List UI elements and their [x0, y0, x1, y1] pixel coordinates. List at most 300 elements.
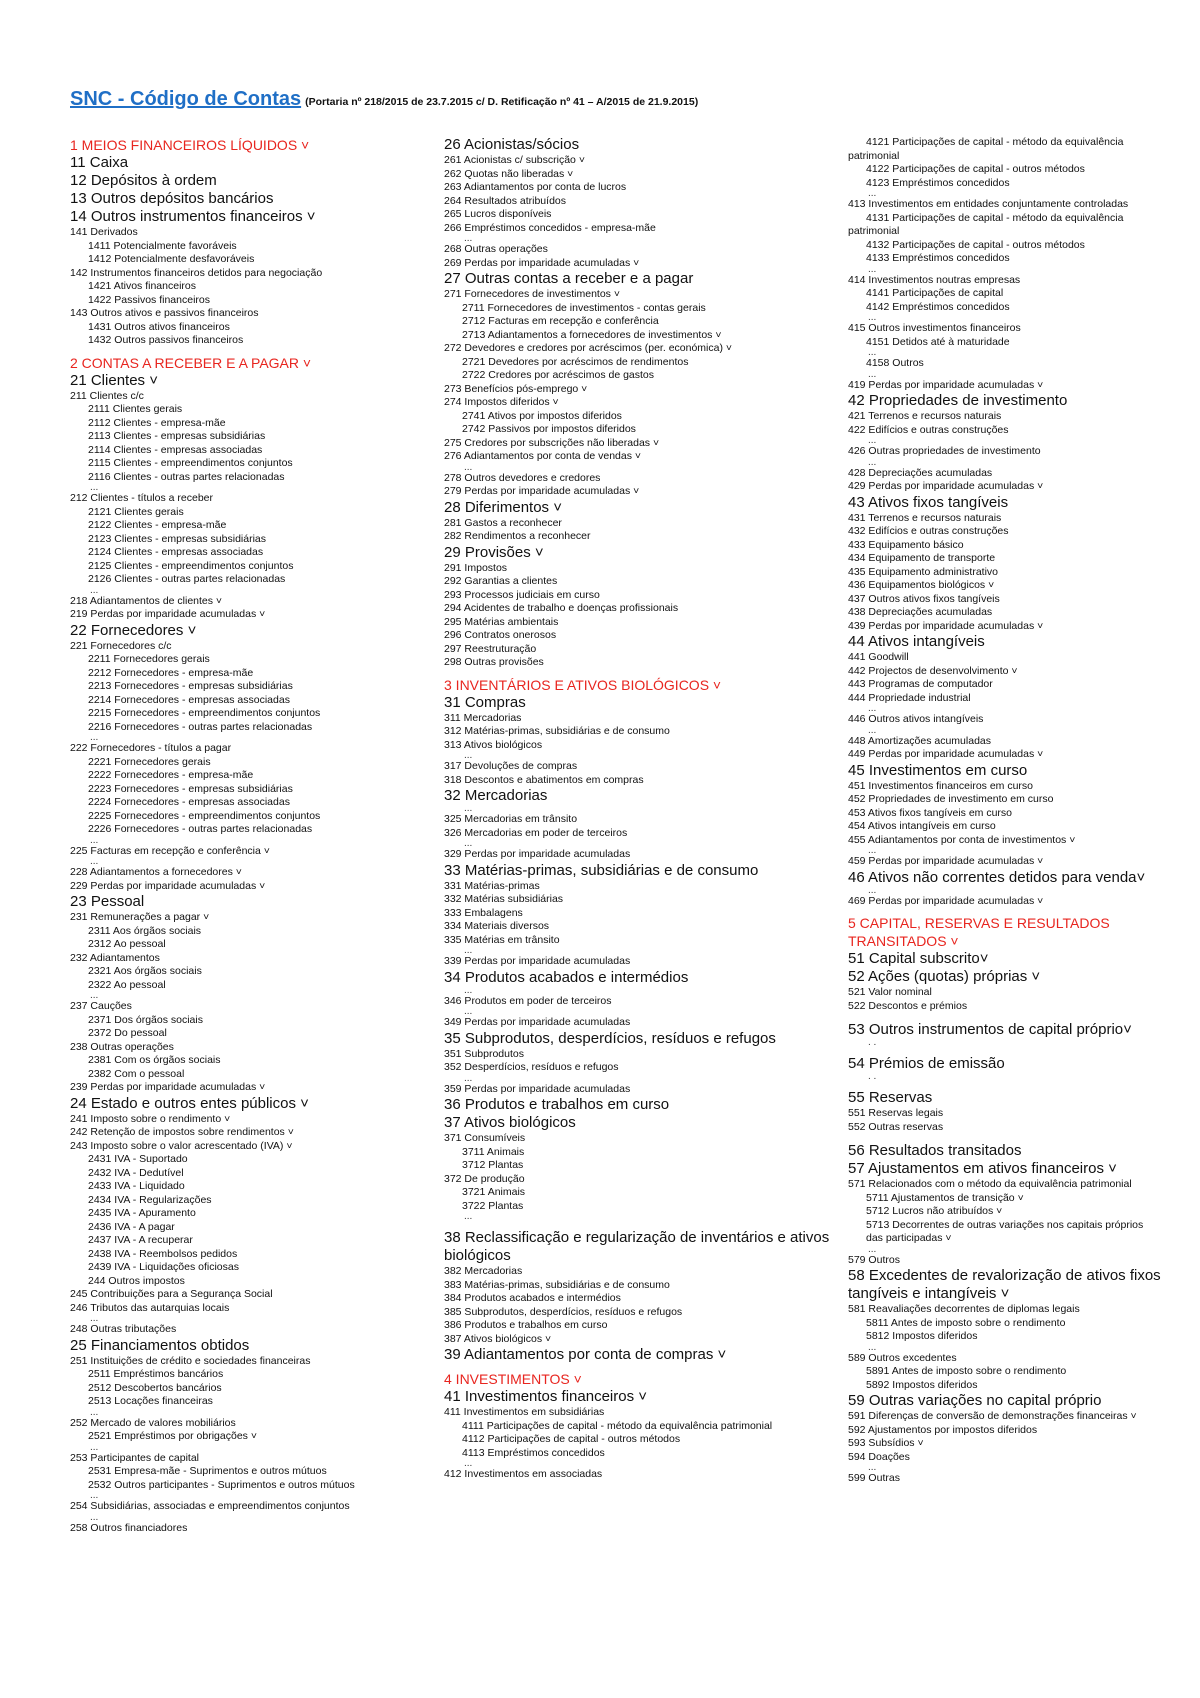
subaccount-line: 1432 Outros passivos financeiros	[88, 334, 244, 346]
account-line: 384 Produtos acabados e intermédios	[444, 1292, 621, 1304]
account-line: 438 Depreciações acumuladas	[848, 606, 993, 618]
account-line: 326 Mercadorias em poder de terceiros	[444, 826, 628, 839]
account-line: 254 Subsidiárias, associadas e empreendimentos conjuntos	[70, 1500, 350, 1512]
account-line: 446 Outros ativos intangíveis	[848, 713, 984, 725]
account-line: 237 Cauções	[70, 1000, 132, 1012]
subaccount-line: 5711 Ajustamentos de transição ˅	[866, 1191, 1024, 1204]
account-line: 225 Facturas em recepção e conferência ˅	[70, 844, 270, 857]
subaccount-line: 2126 Clientes - outras partes relacionadas	[88, 573, 286, 585]
account-group: 37 Ativos biológicos	[444, 1114, 576, 1131]
account-group: 12 Depósitos à ordem	[70, 172, 217, 189]
account-line: 435 Equipamento administrativo	[848, 565, 999, 578]
account-line: 219 Perdas por imparidade acumuladas ˅	[70, 608, 266, 620]
subaccount-line: 2311 Aos órgãos sociais	[88, 924, 202, 937]
subaccount-line: 2721 Devedores por acréscimos de rendimentos	[462, 355, 689, 368]
subaccount-line: 4158 Outros	[866, 357, 924, 369]
account-line: 441 Goodwill	[848, 651, 909, 663]
account-line: 251 Instituições de crédito e sociedades financeiras	[70, 1354, 311, 1367]
account-line: 469 Perdas por imparidade acumuladas ˅	[848, 894, 1044, 907]
account-line: 312 Matérias-primas, subsidiárias e de consumo	[444, 725, 670, 737]
account-group: 46 Ativos não correntes detidos para venda˅	[848, 868, 1146, 886]
ellipsis-line: ...	[868, 1343, 877, 1352]
account-group: 42 Propriedades de investimento	[848, 392, 1068, 409]
subaccount-line: 4131 Participações de capital - método da equivalência	[866, 211, 1124, 224]
account-line: 372 De produção	[444, 1172, 525, 1185]
subaccount-line: 3721 Animais	[462, 1186, 526, 1198]
account-line: 412 Investimentos em associadas	[444, 1468, 603, 1480]
account-line: 333 Embalagens	[444, 906, 523, 919]
subaccount-line: 2211 Fornecedores gerais	[88, 653, 210, 665]
account-line: 331 Matérias-primas	[444, 879, 540, 892]
subaccount-line: 2372 Do pessoal	[88, 1027, 167, 1039]
account-line: 439 Perdas por imparidade acumuladas ˅	[848, 619, 1044, 632]
account-line: 593 Subsídios ˅	[848, 1437, 924, 1449]
subaccount-line: 2113 Clientes - empresas subsidiárias	[88, 430, 266, 442]
account-line: 444 Propriedade industrial	[848, 691, 971, 704]
subaccount-line: 5811 Antes de imposto sobre o rendimento	[866, 1316, 1066, 1329]
ellipsis-line: ...	[90, 836, 99, 845]
ellipsis-line: ...	[464, 1008, 473, 1016]
account-line: 268 Outras operações	[444, 243, 548, 255]
subaccount-line: 4123 Empréstimos concedidos	[866, 176, 1010, 189]
account-line: 453 Ativos fixos tangíveis em curso	[848, 806, 1012, 819]
subaccount-line: 2433 IVA - Liquidado	[88, 1180, 185, 1192]
account-line: 431 Terrenos e recursos naturais	[848, 511, 1002, 524]
subaccount-line: 2438 IVA - Reembolsos pedidos	[88, 1247, 238, 1260]
account-group: 32 Mercadorias	[444, 787, 548, 804]
account-line: 212 Clientes - títulos a receber	[70, 492, 213, 504]
account-line: 242 Retenção de impostos sobre rendimentos ˅	[70, 1126, 294, 1138]
column-1	[70, 136, 440, 1535]
ellipsis-line: ...	[90, 1513, 99, 1522]
subaccount-line: 4141 Participações de capital	[866, 287, 1004, 299]
ellipsis-line: ...	[90, 734, 99, 742]
account-line: 298 Outras provisões	[444, 656, 544, 668]
account-line: 232 Adiantamentos	[70, 951, 160, 964]
account-group: 31 Compras	[444, 693, 526, 711]
subaccount-line: 2434 IVA - Regularizações	[88, 1193, 212, 1206]
account-group: 56 Resultados transitados	[848, 1142, 1022, 1159]
subaccount-line: 2321 Aos órgãos sociais	[88, 965, 202, 977]
column-3	[848, 136, 1183, 1486]
ellipsis-line: ...	[90, 858, 99, 866]
account-line: 276 Adiantamentos por conta de vendas ˅	[444, 450, 642, 462]
account-line: 325 Mercadorias em trânsito	[444, 813, 578, 825]
account-line: 522 Descontos e prémios	[848, 999, 968, 1012]
subaccount-line: 4122 Participações de capital - outros métodos	[866, 163, 1085, 175]
account-line: 451 Investimentos financeiros em curso	[848, 779, 1034, 792]
account-line: 262 Quotas não liberadas ˅	[444, 167, 574, 180]
account-group: 44 Ativos intangíveis	[848, 633, 985, 650]
ellipsis-line: ...	[90, 1443, 99, 1452]
account-line: 339 Perdas por imparidade acumuladas	[444, 955, 631, 967]
account-group: 14 Outros instrumentos financeiros ˅	[70, 208, 316, 225]
ellipsis-line: ...	[464, 752, 473, 760]
account-line: 332 Matérias subsidiárias	[444, 893, 564, 905]
account-group: 41 Investimentos financeiros ˅	[444, 1388, 648, 1405]
ellipsis-line: ...	[90, 992, 99, 1000]
account-line: 411 Investimentos em subsidiárias	[444, 1406, 605, 1418]
section-heading: 1 MEIOS FINANCEIROS LÍQUIDOS ˅	[70, 137, 310, 153]
subaccount-line: 2439 IVA - Liquidações oficiosas	[88, 1261, 239, 1273]
account-line: patrimonial	[848, 149, 900, 162]
subaccount-line: 5712 Lucros não atribuídos ˅	[866, 1205, 1003, 1217]
account-group: 45 Investimentos em curso	[848, 761, 1028, 779]
ellipsis-line: ...	[868, 1245, 877, 1254]
subaccount-line: 2512 Descobertos bancários	[88, 1381, 222, 1394]
account-group: 59 Outras variações no capital próprio	[848, 1392, 1102, 1409]
subaccount-line: 2322 Ao pessoal	[88, 978, 166, 991]
subaccount-line: 5713 Decorrentes de outras variações nos capitais próprios	[866, 1218, 1144, 1231]
document-title: SNC - Código de Contas	[70, 88, 302, 110]
account-line: 382 Mercadorias	[444, 1265, 523, 1277]
ellipsis-line: ...	[868, 349, 877, 357]
account-line: 239 Perdas por imparidade acumuladas ˅	[70, 1081, 266, 1093]
account-group: 35 Subprodutos, desperdícios, resíduos e refugos	[444, 1029, 776, 1047]
subaccount-line: 4111 Participações de capital - método da equivalência patrimonial	[462, 1419, 773, 1432]
account-line: 455 Adiantamentos por conta de investimentos ˅	[848, 833, 1076, 846]
subaccount-line: 1412 Potencialmente desfavoráveis	[88, 253, 255, 265]
subaccount-line: 2225 Fornecedores - empreendimentos conjuntos	[88, 809, 321, 822]
ellipsis-line: ...	[868, 370, 877, 379]
ellipsis-line: ...	[464, 805, 473, 813]
account-line: 238 Outras operações	[70, 1040, 174, 1053]
subaccount-line: 2216 Fornecedores - outras partes relacionadas	[88, 720, 313, 733]
ellipsis-line: ...	[868, 437, 877, 445]
ellipsis-line: . .	[868, 1039, 877, 1047]
subaccount-line: 2713 Adiantamentos a fornecedores de investimentos ˅	[462, 328, 722, 341]
account-line: 383 Matérias-primas, subsidiárias e de consumo	[444, 1278, 670, 1291]
subaccount-line: 2223 Fornecedores - empresas subsidiárias	[88, 782, 293, 795]
subaccount-line: 2381 Com os órgãos sociais	[88, 1054, 221, 1066]
account-group: 52 Ações (quotas) próprias ˅	[848, 968, 1041, 985]
account-group: 53 Outros instrumentos de capital próprio˅	[848, 1021, 1132, 1038]
ellipsis-line: ...	[868, 265, 877, 274]
account-line: 318 Descontos e abatimentos em compras	[444, 773, 644, 786]
account-line: 448 Amortizações acumuladas	[848, 734, 991, 747]
account-group: 29 Provisões ˅	[444, 543, 544, 561]
account-line: 222 Fornecedores - títulos a pagar	[70, 742, 232, 754]
subaccount-line: 2121 Clientes gerais	[88, 505, 184, 518]
account-group: 36 Produtos e trabalhos em curso	[444, 1096, 670, 1113]
account-group: 57 Ajustamentos em ativos financeiros ˅	[848, 1160, 1117, 1177]
ellipsis-line: ...	[868, 458, 877, 467]
account-line: 571 Relacionados com o método da equivalência patrimonial	[848, 1178, 1132, 1190]
account-line: 252 Mercado de valores mobiliários	[70, 1416, 236, 1429]
account-line: 594 Doações	[848, 1450, 910, 1463]
account-line: 434 Equipamento de transporte	[848, 552, 996, 564]
subaccount-line: 2741 Ativos por impostos diferidos	[462, 409, 622, 422]
account-group: 43 Ativos fixos tangíveis	[848, 493, 1009, 511]
subaccount-line: 1431 Outros ativos financeiros	[88, 320, 230, 333]
account-line: 429 Perdas por imparidade acumuladas ˅	[848, 480, 1044, 492]
account-line: patrimonial	[848, 225, 900, 237]
account-group: 27 Outras contas a receber e a pagar	[444, 270, 694, 287]
account-line: 269 Perdas por imparidade acumuladas ˅	[444, 256, 640, 269]
account-line: 329 Perdas por imparidade acumuladas	[444, 848, 631, 860]
subaccount-line: 4121 Participações de capital - método da equivalência	[866, 136, 1124, 148]
subaccount-line: 2521 Empréstimos por obrigações ˅	[88, 1430, 257, 1442]
account-line: 296 Contratos onerosos	[444, 629, 557, 641]
account-line: 294 Acidentes de trabalho e doenças profissionais	[444, 602, 679, 614]
document-header	[70, 88, 698, 111]
subaccount-line: 2711 Fornecedores de investimentos - contas gerais	[462, 301, 706, 314]
account-line: 437 Outros ativos fixos tangíveis	[848, 592, 1000, 605]
account-line: 266 Empréstimos concedidos - empresa-mãe	[444, 221, 656, 234]
account-group: 28 Diferimentos ˅	[444, 498, 562, 516]
ellipsis-line: ...	[464, 235, 473, 243]
account-line: 552 Outras reservas	[848, 1120, 944, 1133]
account-line: 349 Perdas por imparidade acumuladas	[444, 1016, 631, 1028]
ellipsis-line: ...	[90, 586, 99, 595]
account-line: 591 Diferenças de conversão de demonstrações financeiras ˅	[848, 1410, 1137, 1422]
account-line: 351 Subprodutos	[444, 1047, 524, 1060]
account-line: 231 Remunerações a pagar ˅	[70, 911, 210, 923]
subaccount-line: 1421 Ativos financeiros	[88, 280, 196, 292]
ellipsis-line: ...	[464, 1213, 473, 1221]
account-line: 317 Devoluções de compras	[444, 760, 578, 772]
account-line: 335 Matérias em trânsito	[444, 933, 560, 946]
ellipsis-line: ...	[868, 314, 877, 322]
ellipsis-line: ...	[90, 1492, 99, 1500]
account-line: 211 Clientes c/c	[70, 389, 144, 402]
account-group: 51 Capital subscrito˅	[848, 950, 989, 967]
account-line: 228 Adiantamentos a fornecedores ˅	[70, 866, 242, 878]
account-line: 295 Matérias ambientais	[444, 615, 559, 628]
subaccount-line: 4133 Empréstimos concedidos	[866, 252, 1010, 264]
subaccount-line: das participadas ˅	[866, 1232, 952, 1244]
account-line: 261 Acionistas c/ subscrição ˅	[444, 154, 585, 166]
account-line: 421 Terrenos e recursos naturais	[848, 410, 1002, 422]
account-line: 311 Mercadorias	[444, 711, 522, 724]
document-subtitle: (Portaria nº 218/2015 de 23.7.2015 c/ D. Retificação nº 41 – A/2015 de 21.9.2015)	[305, 96, 699, 108]
subaccount-line: 2436 IVA - A pagar	[88, 1220, 175, 1233]
subaccount-line: 5892 Impostos diferidos	[866, 1378, 978, 1391]
account-group: 23 Pessoal	[70, 893, 145, 910]
subaccount-line: 2111 Clientes gerais	[88, 403, 183, 415]
account-line: 414 Investimentos noutras empresas	[848, 273, 1021, 286]
account-group: 38 Reclassificação e regularização de inventários e ativos biológicos	[444, 1229, 830, 1264]
account-line: 275 Credores por subscrições não liberadas ˅	[444, 436, 660, 449]
account-line: 292 Garantias a clientes	[444, 575, 558, 587]
account-line: 419 Perdas por imparidade acumuladas ˅	[848, 378, 1044, 391]
account-line: 143 Outros ativos e passivos financeiros	[70, 307, 259, 319]
account-line: 243 Imposto sobre o valor acrescentado (IVA) ˅	[70, 1139, 293, 1152]
subaccount-line: 2712 Facturas em recepção e conferência	[462, 315, 659, 327]
subaccount-line: 3712 Plantas	[462, 1159, 524, 1171]
account-group: 58 Excedentes de revalorização de ativos fixos tangíveis e intangíveis ˅	[848, 1267, 1161, 1302]
account-line: 279 Perdas por imparidade acumuladas ˅	[444, 485, 640, 497]
account-line: 272 Devedores e credores por acréscimos (per. económica) ˅	[444, 342, 733, 354]
subaccount-line: 3711 Animais	[462, 1145, 525, 1158]
account-line: 422 Edifícios e outras construções	[848, 423, 1009, 436]
account-line: 282 Rendimentos a reconhecer	[444, 530, 591, 542]
subaccount-line: 2213 Fornecedores - empresas subsidiárias	[88, 680, 293, 692]
account-line: 346 Produtos em poder de terceiros	[444, 994, 612, 1007]
subaccount-line: 2371 Dos órgãos sociais	[88, 1013, 203, 1026]
subaccount-line: 4132 Participações de capital - outros métodos	[866, 238, 1085, 251]
subaccount-line: 2431 IVA - Suportado	[88, 1153, 188, 1165]
subaccount-line: 2124 Clientes - empresas associadas	[88, 546, 264, 558]
account-line: 271 Fornecedores de investimentos ˅	[444, 288, 620, 300]
account-line: 293 Processos judiciais em curso	[444, 588, 600, 601]
account-group: 13 Outros depósitos bancários	[70, 190, 274, 207]
subaccount-line: 2531 Empresa-mãe - Suprimentos e outros mútuos	[88, 1465, 327, 1477]
ellipsis-line: . .	[868, 1073, 877, 1081]
ellipsis-line: ...	[90, 1408, 99, 1417]
account-line: 245 Contribuições para a Segurança Social	[70, 1288, 273, 1300]
subaccount-line: 5812 Impostos diferidos	[866, 1330, 978, 1342]
ellipsis-line: ...	[464, 463, 473, 472]
subaccount-line: 2114 Clientes - empresas associadas	[88, 443, 263, 456]
subaccount-line: 4142 Empréstimos concedidos	[866, 300, 1010, 313]
section-heading: 2 CONTAS A RECEBER E A PAGAR ˅	[70, 354, 312, 371]
account-line: 371 Consumíveis	[444, 1132, 526, 1144]
account-group: 26 Acionistas/sócios	[444, 136, 580, 153]
account-line: 141 Derivados	[70, 226, 138, 238]
subaccount-line: 2437 IVA - A recuperar	[88, 1234, 193, 1246]
account-line: 452 Propriedades de investimento em curso	[848, 793, 1054, 805]
subaccount-line: 1422 Passivos financeiros	[88, 293, 210, 306]
account-line: 589 Outros excedentes	[848, 1351, 957, 1364]
ellipsis-line: ...	[90, 1315, 99, 1323]
subaccount-line: 4151 Detidos até à maturidade	[866, 335, 1010, 348]
subaccount-line: 2432 IVA - Dedutível	[88, 1166, 184, 1179]
account-line: 258 Outros financiadores	[70, 1521, 188, 1534]
ellipsis-line: ...	[464, 1074, 473, 1083]
account-line: 413 Investimentos em entidades conjuntamente controladas	[848, 198, 1129, 210]
subaccount-line: 2112 Clientes - empresa-mãe	[88, 416, 226, 429]
subaccount-line: 1411 Potencialmente favoráveis	[88, 239, 237, 252]
account-group: 22 Fornecedores ˅	[70, 621, 197, 639]
account-line: 386 Produtos e trabalhos em curso	[444, 1319, 608, 1331]
account-line: 387 Ativos biológicos ˅	[444, 1332, 552, 1345]
subaccount-line: 4113 Empréstimos concedidos	[462, 1446, 605, 1459]
account-line: 278 Outros devedores e credores	[444, 471, 601, 484]
account-line: 241 Imposto sobre o rendimento ˅	[70, 1112, 231, 1125]
subaccount-line: 3722 Plantas	[462, 1199, 524, 1212]
subaccount-line: 2123 Clientes - empresas subsidiárias	[88, 532, 267, 545]
ellipsis-line: ...	[464, 1460, 473, 1468]
account-line: 253 Participantes de capital	[70, 1451, 199, 1464]
account-line: 449 Perdas por imparidade acumuladas ˅	[848, 748, 1044, 760]
section-heading: 3 INVENTÁRIOS E ATIVOS BIOLÓGICOS ˅	[444, 676, 722, 693]
account-line: 221 Fornecedores c/c	[70, 639, 172, 652]
account-line: 579 Outros	[848, 1253, 900, 1266]
column-2	[444, 136, 832, 1482]
account-line: 352 Desperdícios, resíduos e refugos	[444, 1061, 619, 1073]
account-line: 432 Edifícios e outras construções	[848, 525, 1009, 537]
subaccount-line: 2532 Outros participantes - Suprimentos e outros mútuos	[88, 1478, 355, 1491]
account-group: 34 Produtos acabados e intermédios	[444, 968, 689, 986]
account-line: 297 Reestruturação	[444, 642, 537, 655]
ellipsis-line: ...	[868, 1464, 877, 1472]
subaccount-line: 2122 Clientes - empresa-mãe	[88, 519, 227, 531]
subaccount-line: 2435 IVA - Apuramento	[88, 1207, 196, 1219]
subaccount-line: 2226 Fornecedores - outras partes relacionadas	[88, 823, 313, 835]
account-line: 313 Ativos biológicos	[444, 738, 543, 751]
ellipsis-line: ...	[464, 986, 473, 995]
account-line: 442 Projectos de desenvolvimento ˅	[848, 664, 1018, 677]
subaccount-line: 2511 Empréstimos bancários	[88, 1368, 224, 1380]
subaccount-line: 2116 Clientes - outras partes relacionadas	[88, 470, 285, 483]
ellipsis-line: ...	[868, 705, 877, 713]
account-line: 385 Subprodutos, desperdícios, resíduos e refugos	[444, 1305, 683, 1318]
account-line: 551 Reservas legais	[848, 1107, 944, 1119]
ellipsis-line: ...	[868, 190, 877, 198]
account-line: 521 Valor nominal	[848, 986, 932, 998]
subaccount-line: 2115 Clientes - empreendimentos conjuntos	[88, 457, 293, 469]
account-line: 265 Lucros disponíveis	[444, 208, 552, 220]
account-line: 334 Materiais diversos	[444, 920, 550, 932]
account-line: 433 Equipamento básico	[848, 538, 964, 551]
account-line: 459 Perdas por imparidade acumuladas ˅	[848, 855, 1044, 867]
account-line: 291 Impostos	[444, 561, 508, 574]
account-line: 229 Perdas por imparidade acumuladas ˅	[70, 879, 266, 892]
section-heading: 4 INVESTIMENTOS ˅	[444, 1371, 582, 1387]
subaccount-line: 5891 Antes de imposto sobre o rendimento	[866, 1365, 1067, 1377]
ellipsis-line: ...	[868, 847, 877, 855]
account-group: 39 Adiantamentos por conta de compras ˅	[444, 1346, 727, 1363]
account-line: 281 Gastos a reconhecer	[444, 516, 562, 529]
account-line: 454 Ativos intangíveis em curso	[848, 820, 996, 832]
subaccount-line: 2212 Fornecedores - empresa-mãe	[88, 666, 254, 679]
account-line: 248 Outras tributações	[70, 1323, 177, 1335]
subaccount-line: 2382 Com o pessoal	[88, 1067, 185, 1080]
account-line: 428 Depreciações acumuladas	[848, 466, 993, 479]
subaccount-line: 2222 Fornecedores - empresa-mãe	[88, 769, 254, 781]
account-line: 263 Adiantamentos por conta de lucros	[444, 181, 627, 193]
account-group: 55 Reservas	[848, 1089, 933, 1106]
subaccount-line: 2215 Fornecedores - empreendimentos conjuntos	[88, 707, 321, 719]
account-group: 25 Financiamentos obtidos	[70, 1336, 250, 1354]
account-line: 273 Benefícios pós-emprego ˅	[444, 382, 588, 395]
account-line: 274 Impostos diferidos ˅	[444, 396, 559, 408]
account-group: 11 Caixa	[70, 154, 129, 171]
section-heading: 5 CAPITAL, RESERVAS E RESULTADOS TRANSITADOS ˅	[848, 915, 1110, 949]
account-group: 54 Prémios de emissão	[848, 1055, 1005, 1072]
ellipsis-line: ...	[464, 947, 473, 955]
ellipsis-line: ...	[464, 840, 473, 848]
subaccount-line: 2214 Fornecedores - empresas associadas	[88, 693, 290, 706]
account-group: 24 Estado e outros entes públicos ˅	[70, 1094, 309, 1112]
account-line: 142 Instrumentos financeiros detidos para negociação	[70, 266, 323, 279]
account-line: 218 Adiantamentos de clientes ˅	[70, 594, 223, 607]
subaccount-line: 2221 Fornecedores gerais	[88, 755, 211, 768]
ellipsis-line: ...	[90, 484, 99, 492]
account-line: 592 Ajustamentos por impostos diferidos	[848, 1423, 1038, 1436]
account-line: 436 Equipamentos biológicos ˅	[848, 579, 995, 591]
subaccount-line: 2513 Locações financeiras	[88, 1395, 213, 1407]
account-line: 426 Outras propriedades de investimento	[848, 445, 1041, 457]
subaccount-line: 2742 Passivos por impostos diferidos	[462, 423, 636, 435]
account-line: 246 Tributos das autarquias locais	[70, 1301, 230, 1314]
subaccount-line: 2722 Credores por acréscimos de gastos	[462, 369, 655, 381]
account-line: 359 Perdas por imparidade acumuladas	[444, 1082, 631, 1095]
subaccount-line: 244 Outros impostos	[88, 1274, 185, 1287]
subaccount-line: 4112 Participações de capital - outros métodos	[462, 1433, 681, 1445]
account-group: 21 Clientes ˅	[70, 371, 158, 389]
account-line: 415 Outros investimentos financeiros	[848, 322, 1021, 334]
subaccount-line: 2312 Ao pessoal	[88, 938, 166, 950]
subaccount-line: 2125 Clientes - empreendimentos conjuntos	[88, 559, 294, 572]
subaccount-line: 2224 Fornecedores - empresas associadas	[88, 796, 290, 808]
account-group: 33 Matérias-primas, subsidiárias e de consumo	[444, 861, 759, 879]
account-line: 581 Reavaliações decorrentes de diplomas legais	[848, 1303, 1080, 1315]
account-line: 264 Resultados atribuídos	[444, 194, 566, 207]
ellipsis-line: ...	[868, 726, 877, 735]
account-line: 599 Outras	[848, 1472, 900, 1484]
